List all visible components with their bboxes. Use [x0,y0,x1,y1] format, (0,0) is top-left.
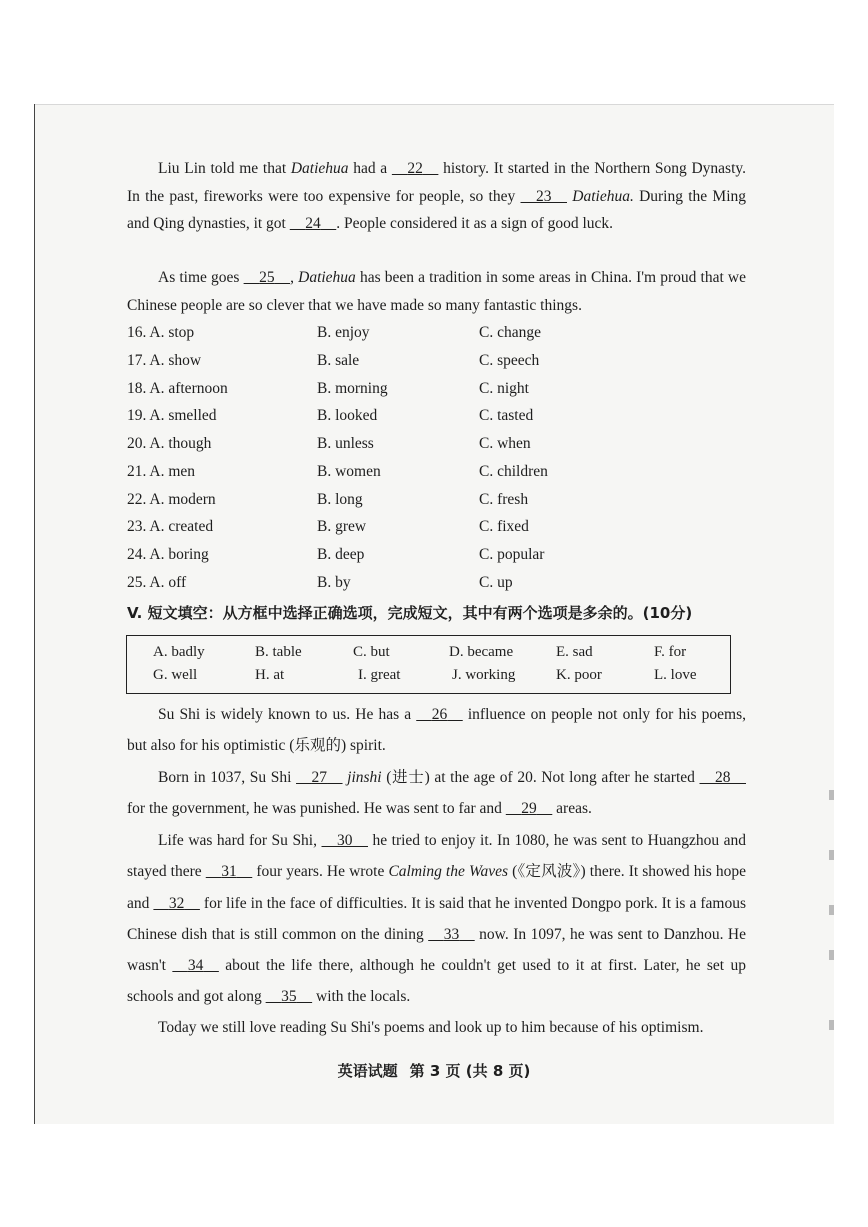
blank-24[interactable]: 24 [305,215,321,232]
blank-27[interactable]: 27 [311,769,328,786]
blank-25[interactable]: 25 [259,269,275,286]
option-b[interactable]: B. enjoy [317,324,370,341]
blank-32[interactable]: 32 [168,894,185,912]
option-a[interactable]: 23. A. created [127,518,214,535]
word-option: K. poor [556,667,602,683]
word-option: B. table [255,644,302,660]
option-b[interactable]: B. sale [317,352,360,369]
option-b[interactable]: B. looked [317,407,378,424]
blank-35[interactable]: 35 [281,988,297,1006]
word-option: L. love [654,667,697,683]
option-a[interactable]: 16. A. stop [127,324,195,341]
option-c[interactable]: C. tasted [479,407,534,424]
blank-33[interactable]: 33 [443,925,460,943]
blank-30[interactable]: 30 [337,832,353,849]
passage2-paragraph4: Today we still love reading Su Shi's poems and look up to him because of his optimism. [158,1019,704,1036]
passage1-paragraph1: Liu Lin told me that Datiehua had a 22 history. It started in the Northern Song Dynasty. In the past, fireworks were too expensive for people, so they 23 Datiehua. During the Ming and Qing dynasties, it got 24 . People considered it as a sign of good luck. [127,155,746,238]
option-c[interactable]: C. speech [479,352,540,369]
option-c[interactable]: C. when [479,435,531,452]
option-c[interactable]: C. fixed [479,518,529,535]
option-a[interactable]: 25. A. off [127,574,187,591]
section-5-title: V. 短文填空：从方框中选择正确选项，完成短文，其中有两个选项是多余的。(10分) [127,604,693,622]
option-a[interactable]: 24. A. boring [127,546,209,563]
page-footer [0,1060,868,1081]
option-a[interactable]: 20. A. though [127,435,212,452]
blank-26[interactable]: 26 [431,706,448,723]
option-c[interactable]: C. children [479,463,548,480]
option-c[interactable]: C. change [479,324,541,341]
footer-page-number: 第 3 页 (共 8 页) [409,1062,531,1080]
option-a[interactable]: 19. A. smelled [127,407,217,424]
passage2-paragraph3: Life was hard for Su Shi, 30 he tried to enjoy it. In 1080, he was sent to Huangzhou and stayed there 31 four years. He wrote Calming the Waves (《定风波》) there. It showed his hope and 32 for life in the face of difficulties. It is said that he invented Dongpo pork. It is a famous Chinese dish that is still common on the dining 33 now. In 1097, he was sent to Danzhou. He wasn't 34 about the life there, although he couldn't get used to it at first. Later, he set up schools and got along 35 with the locals. [127,825,746,1013]
option-a[interactable]: 18. A. afternoon [127,380,228,397]
passage1-paragraph2: As time goes 25 , Datiehua has been a tradition in some areas in China. I'm proud that we Chinese people are so clever that we have made so many fantastic things. [127,264,746,319]
blank-34[interactable]: 34 [187,957,204,975]
option-a[interactable]: 22. A. modern [127,491,216,508]
option-c[interactable]: C. night [479,380,529,397]
option-b[interactable]: B. by [317,574,351,591]
option-b[interactable]: B. women [317,463,381,480]
blank-23[interactable]: 23 [536,187,552,205]
blank-31[interactable]: 31 [221,863,237,881]
word-option: I. great [358,667,401,683]
option-a[interactable]: 17. A. show [127,352,202,369]
passage2-paragraph2: Born in 1037, Su Shi 27 jinshi (进士) at the age of 20. Not long after he started 28 for the government, he was punished. He was sent to far and 29 areas. [127,762,746,825]
option-a[interactable]: 21. A. men [127,463,196,480]
option-b[interactable]: B. unless [317,435,374,452]
option-b[interactable]: B. grew [317,518,367,535]
blank-28[interactable]: 28 [715,769,731,786]
option-c[interactable]: C. fresh [479,491,529,508]
word-option: E. sad [556,644,593,660]
blank-29[interactable]: 29 [521,800,537,818]
blank-22[interactable]: 22 [407,160,423,177]
option-b[interactable]: B. deep [317,546,365,563]
word-option: D. became [449,644,514,660]
word-option: G. well [153,667,198,683]
word-option: H. at [255,667,285,683]
footer-subject: 英语试题 [337,1062,398,1080]
word-option: J. working [452,667,516,683]
word-option: F. for [654,644,687,660]
option-b[interactable]: B. morning [317,380,388,397]
passage2-paragraph1: Su Shi is widely known to us. He has a 26 influence on people not only for his poems, but also for his optimistic (乐观的) spirit. [127,699,746,762]
option-b[interactable]: B. long [317,491,363,508]
option-c[interactable]: C. popular [479,546,545,563]
word-option: A. badly [153,644,205,660]
word-option: C. but [353,644,390,660]
word-box [126,635,731,694]
option-c[interactable]: C. up [479,574,513,591]
